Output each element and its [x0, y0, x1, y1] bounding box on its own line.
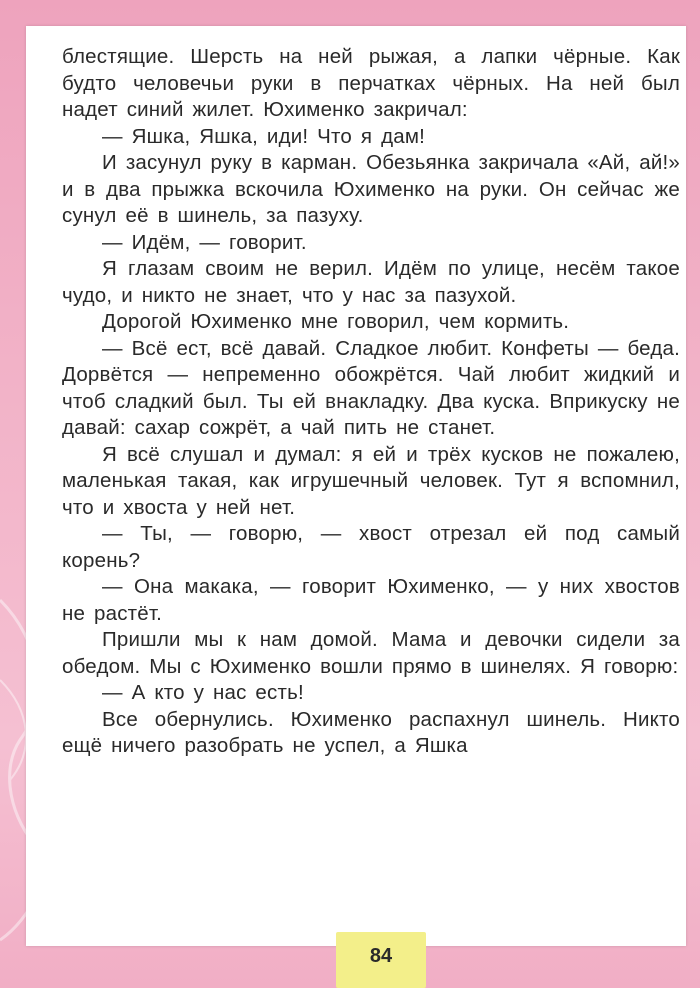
paragraph: — Она макака, — говорит Юхименко, — у них хвостов не растёт. [62, 575, 680, 625]
paragraph: Я всё слушал и думал: я ей и трёх кусков не пожалею, маленькая такая, как игрушечный человек. Тут я вспомнил, что и хвоста у ней нет. [62, 442, 680, 519]
paragraph: Все обернулись. Юхименко распахнул шинель. Никто ещё ничего разобрать не успел, а Яшка [62, 707, 680, 757]
paragraph: блестящие. Шерсть на ней рыжая, а лапки чёрные. Как будто человечьи руки в перчатках чёрных. На ней был надет синий жилет. Юхименко закричал: [62, 45, 680, 121]
page-text [62, 44, 680, 760]
paragraph: Пришли мы к нам домой. Мама и девочки сидели за обедом. Мы с Юхименко вошли прямо в шинелях. Я говорю: [62, 628, 680, 678]
paragraph: — Идём, — говорит. [102, 230, 307, 254]
paragraph: Я глазам своим не верил. Идём по улице, несём такое чудо, и никто не знает, что у нас за пазухой. [62, 257, 680, 307]
page-number-box [336, 932, 426, 988]
paragraph: И засунул руку в карман. Обезьянка закричала «Ай, ай!» и в два прыжка вскочила Юхименко на руки. Он сейчас же сунул её в шинель, за пазуху. [62, 151, 680, 227]
paragraph: — Всё ест, всё давай. Сладкое любит. Конфеты — беда. Дорвётся — непременно обожрётся. Чай любит жидкий и чтоб сладкий был. Ты ей внакладку. Два куска. Вприкуску не давай: сахар сожрёт, а чай пить не станет. [62, 336, 680, 439]
paragraph: Дорогой Юхименко мне говорил, чем кормить. [102, 310, 570, 333]
page-number: 84 [369, 944, 393, 967]
paragraph: — Яшка, Яшка, иди! Что я дам! [102, 124, 426, 148]
paragraph: — А кто у нас есть! [102, 681, 304, 704]
paragraph: — Ты, — говорю, — хвост отрезал ей под самый корень? [62, 522, 680, 572]
